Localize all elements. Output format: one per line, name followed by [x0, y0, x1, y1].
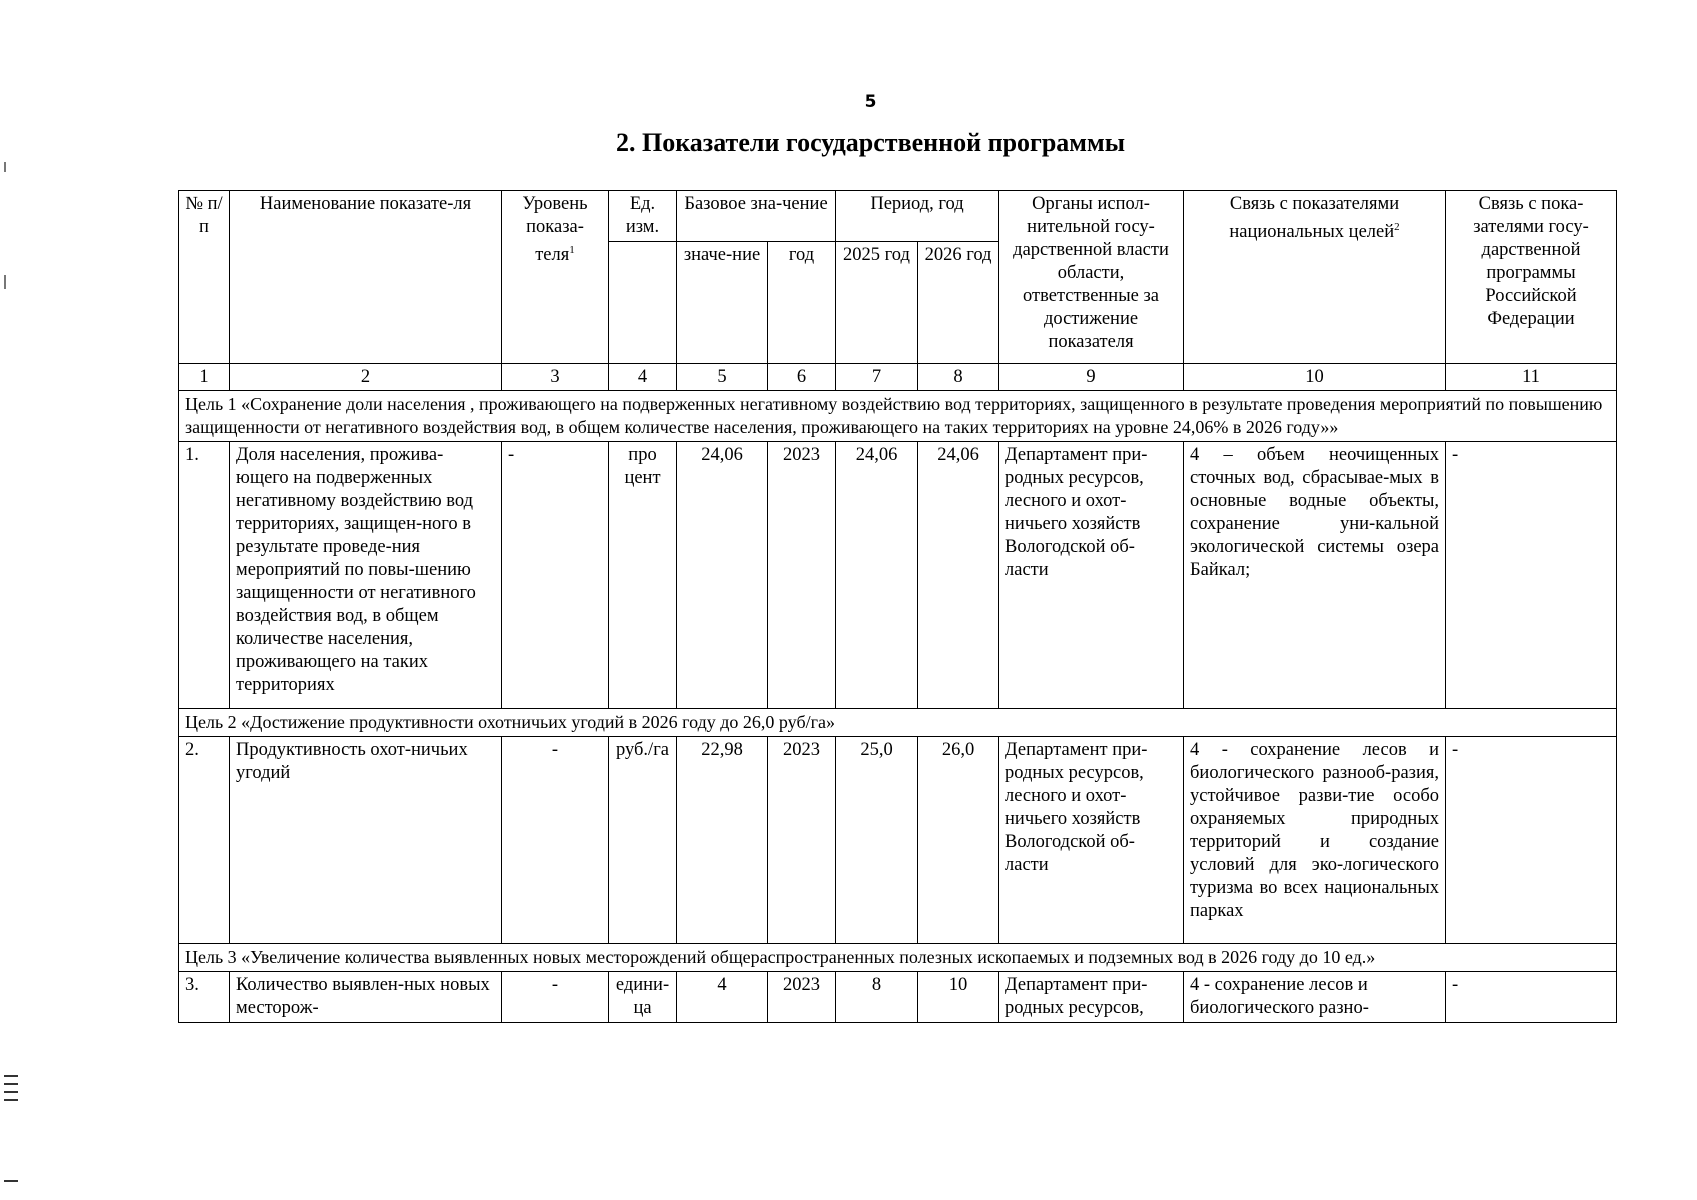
- col-number: 4: [609, 364, 677, 391]
- row-national: 4 - сохранение лесов и биологического разнооб-разия, устойчивое разви-тие особо охраняемых природных территорий и создание условий для эко-логического туризма во всех национальных парках: [1184, 737, 1446, 944]
- row-2026: 24,06: [918, 442, 999, 709]
- row-name: Доля населения, прожива-ющего на подверженных негативному воздействию вод территориях, защищен-ного в результате проведе-ния мероприятий по повы-шению защищенности от негативного воздействия вод, в общем количестве населения, проживающего на таких территориях: [230, 442, 502, 709]
- table-row: [179, 972, 1617, 1023]
- row-2026: 10: [918, 972, 999, 1023]
- row-level: -: [502, 442, 609, 709]
- col-number: 3: [502, 364, 609, 391]
- table-row: [179, 442, 1617, 709]
- goal-row: [179, 709, 1617, 737]
- row-federal: -: [1446, 442, 1617, 709]
- col-number: 7: [836, 364, 918, 391]
- goal-1-text: Цель 1 «Сохранение доли населения , проживающего на подверженных негативному воздействию вод территориях, защищенного в результате проведения мероприятий по повышению защищенности от негативного воздействия вод, в общем количестве населения, проживающего на таких территориях на уровне 24,06% в 2026 году»»: [179, 391, 1617, 442]
- row-2025: 8: [836, 972, 918, 1023]
- header-base-value: значе-ние: [677, 242, 768, 364]
- col-number: 11: [1446, 364, 1617, 391]
- header-2025: 2025 год: [836, 242, 918, 364]
- col-number: 1: [179, 364, 230, 391]
- row-2026: 26,0: [918, 737, 999, 944]
- header-period: Период, год: [836, 191, 999, 242]
- header-name: Наименование показате-ля: [230, 191, 502, 364]
- page-title: 2. Показатели государственной программы: [615, 128, 1126, 157]
- row-federal: -: [1446, 972, 1617, 1023]
- row-level: -: [502, 737, 609, 944]
- row-body: Департамент при-родных ресурсов,: [999, 972, 1184, 1023]
- row-unit: едини-ца: [609, 972, 677, 1023]
- header-level: Уровень показа-теля$^1$: [502, 191, 609, 364]
- row-base-year: 2023: [768, 737, 836, 944]
- col-number: 8: [918, 364, 999, 391]
- row-2025: 24,06: [836, 442, 918, 709]
- goal-row: [179, 391, 1617, 442]
- col-number: 6: [768, 364, 836, 391]
- column-numbers-row: [179, 364, 1617, 391]
- row-base-year: 2023: [768, 972, 836, 1023]
- row-base-value: 22,98: [677, 737, 768, 944]
- col-number: 5: [677, 364, 768, 391]
- row-federal: -: [1446, 737, 1617, 944]
- indicators-table: [178, 190, 1617, 1023]
- header-num: № п/п: [179, 191, 230, 364]
- row-num: 3.: [179, 972, 230, 1023]
- row-level: -: [502, 972, 609, 1023]
- header-national: Связь с показателями национальных целей$^2$: [1184, 191, 1446, 364]
- col-number: 2: [230, 364, 502, 391]
- row-national: 4 - сохранение лесов и биологического разно-: [1184, 972, 1446, 1023]
- indicators-table-wrapper: [178, 190, 1616, 1023]
- row-national: 4 – объем неочищенных сточных вод, сбрасывае-мых в основные водные объекты, сохранение уни-кальной экологической системы озера Байкал;: [1184, 442, 1446, 709]
- table-header-row: [179, 191, 1617, 242]
- header-2026: 2026 год: [918, 242, 999, 364]
- table-row: [179, 737, 1617, 944]
- page-number: 5: [864, 92, 877, 112]
- row-body: Департамент при-родных ресурсов, лесного и охот-ничьего хозяйств Вологодской об-ласти: [999, 442, 1184, 709]
- row-base-value: 24,06: [677, 442, 768, 709]
- row-base-value: 4: [677, 972, 768, 1023]
- row-num: 2.: [179, 737, 230, 944]
- goal-row: [179, 944, 1617, 972]
- header-base-year: год: [768, 242, 836, 364]
- col-number: 9: [999, 364, 1184, 391]
- row-name: Количество выявлен-ных новых месторож-: [230, 972, 502, 1023]
- row-body: Департамент при-родных ресурсов, лесного и охот-ничьего хозяйств Вологодской об-ласти: [999, 737, 1184, 944]
- header-bodies: Органы испол-нительной госу-дарственной власти области, ответственные за достижение показателя: [999, 191, 1184, 364]
- goal-2-text: Цель 2 «Достижение продуктивности охотничьих угодий в 2026 году до 26,0 руб/га»: [179, 709, 1617, 737]
- row-num: 1.: [179, 442, 230, 709]
- col-number: 10: [1184, 364, 1446, 391]
- row-unit: про цент: [609, 442, 677, 709]
- header-federal: Связь с пока-зателями госу-дарственной программы Российской Федерации: [1446, 191, 1617, 364]
- header-unit-empty: [609, 242, 677, 364]
- header-base: Базовое зна-чение: [677, 191, 836, 242]
- row-unit: руб./га: [609, 737, 677, 944]
- row-2025: 25,0: [836, 737, 918, 944]
- row-name: Продуктивность охот-ничьих угодий: [230, 737, 502, 944]
- header-unit: Ед. изм.: [609, 191, 677, 242]
- row-base-year: 2023: [768, 442, 836, 709]
- goal-3-text: Цель 3 «Увеличение количества выявленных новых месторождений общераспространенных полезных ископаемых и подземных вод в 2026 году до 10 ед.»: [179, 944, 1617, 972]
